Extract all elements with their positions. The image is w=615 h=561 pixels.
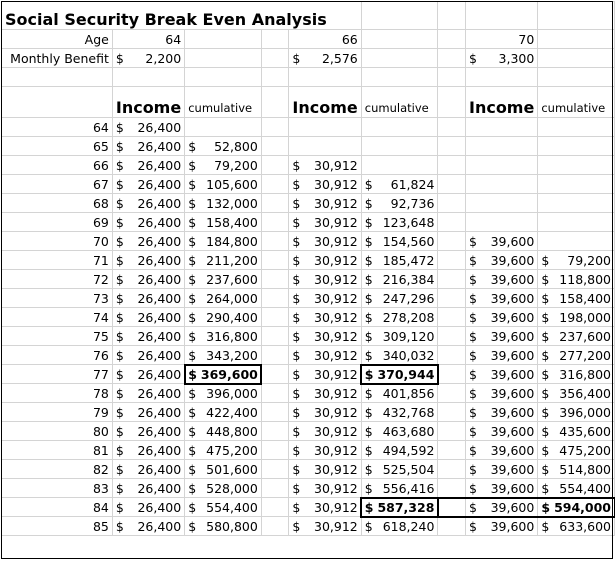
currency-symbol: $ bbox=[364, 253, 373, 268]
currency-symbol: $ bbox=[188, 424, 197, 439]
cell-value: 39,600 bbox=[490, 462, 535, 477]
cell-value: 26,400 bbox=[137, 158, 182, 173]
currency-symbol: $ bbox=[188, 253, 197, 268]
currency-symbol: $ bbox=[188, 348, 197, 363]
cell-value: 39,600 bbox=[490, 367, 535, 382]
currency-symbol: $ bbox=[115, 158, 124, 173]
income-header-a[interactable]: Income bbox=[112, 87, 184, 118]
currency-symbol: $ bbox=[115, 462, 124, 477]
cell-value: 30,912 bbox=[314, 348, 358, 363]
cell-value: 154,560 bbox=[382, 234, 435, 249]
cell-value: 30,912 bbox=[314, 158, 358, 173]
cell-value: 30,912 bbox=[314, 196, 358, 211]
cell-value: 26,400 bbox=[137, 424, 182, 439]
currency-symbol: $ bbox=[468, 443, 477, 458]
currency-symbol: $ bbox=[115, 272, 124, 287]
currency-symbol: $ bbox=[115, 443, 124, 458]
cell-value: 39,600 bbox=[490, 329, 535, 344]
cell-value: 463,680 bbox=[382, 424, 435, 439]
currency-symbol: $ bbox=[292, 234, 301, 249]
currency-symbol: $ bbox=[468, 234, 477, 249]
currency-symbol: $ bbox=[364, 424, 373, 439]
currency-symbol: $ bbox=[115, 234, 124, 249]
currency-symbol: $ bbox=[364, 291, 373, 306]
cell-value: 494,592 bbox=[382, 443, 435, 458]
cell-value: 26,400 bbox=[137, 519, 182, 534]
currency-symbol: $ bbox=[115, 215, 124, 230]
age-cell[interactable]: 71 bbox=[2, 251, 113, 270]
currency-symbol: $ bbox=[188, 158, 197, 173]
cell-value: 633,600 bbox=[559, 519, 611, 534]
cell-value: 30,912 bbox=[314, 386, 358, 401]
income-header-c[interactable]: Income bbox=[465, 87, 537, 118]
currency-symbol: $ bbox=[188, 329, 197, 344]
cell-value: 79,200 bbox=[567, 253, 611, 268]
currency-symbol: $ bbox=[468, 481, 477, 496]
currency-symbol: $ bbox=[115, 367, 124, 382]
cell-value: 435,600 bbox=[559, 424, 611, 439]
cell-value: 26,400 bbox=[137, 386, 182, 401]
currency-symbol: $ bbox=[541, 272, 550, 287]
age-cell[interactable]: 78 bbox=[2, 384, 113, 403]
cell-value: 237,600 bbox=[559, 329, 611, 344]
cell-value: 92,736 bbox=[390, 196, 435, 211]
cell-value: 39,600 bbox=[490, 386, 535, 401]
cell-value: 184,800 bbox=[206, 234, 258, 249]
cell-value: 39,600 bbox=[490, 310, 535, 325]
currency-symbol: $ bbox=[292, 481, 301, 496]
currency-symbol: $ bbox=[541, 329, 550, 344]
currency-symbol: $ bbox=[115, 500, 124, 515]
age-cell[interactable]: 80 bbox=[2, 422, 113, 441]
cell-value: 26,400 bbox=[137, 500, 182, 515]
currency-symbol: $ bbox=[292, 253, 301, 268]
currency-symbol: $ bbox=[541, 405, 550, 420]
currency-symbol: $ bbox=[292, 424, 301, 439]
cell-value: 79,200 bbox=[214, 158, 258, 173]
cell-value: 290,400 bbox=[206, 310, 258, 325]
income-header-b[interactable]: Income bbox=[289, 87, 361, 118]
cell-value: 39,600 bbox=[490, 424, 535, 439]
currency-symbol: $ bbox=[115, 481, 124, 496]
cell-value: 343,200 bbox=[206, 348, 258, 363]
cell-value: 594,000 bbox=[554, 500, 611, 515]
age-cell[interactable]: 84 bbox=[2, 498, 113, 517]
cell-value: 587,328 bbox=[377, 500, 435, 515]
cell-value: 278,208 bbox=[382, 310, 435, 325]
age-cell[interactable]: 66 bbox=[2, 156, 113, 175]
cell-value: 158,400 bbox=[559, 291, 611, 306]
cell-value: 216,384 bbox=[382, 272, 435, 287]
currency-symbol: $ bbox=[115, 405, 124, 420]
cell-value: 30,912 bbox=[314, 443, 358, 458]
age-cell[interactable]: 83 bbox=[2, 479, 113, 498]
currency-symbol: $ bbox=[468, 367, 477, 382]
cell-value: 30,912 bbox=[314, 310, 358, 325]
currency-symbol: $ bbox=[292, 51, 301, 66]
cell-value: 264,000 bbox=[206, 291, 258, 306]
currency-symbol: $ bbox=[115, 139, 124, 154]
currency-symbol: $ bbox=[541, 291, 550, 306]
cell-value: 396,000 bbox=[559, 405, 611, 420]
currency-symbol: $ bbox=[115, 348, 124, 363]
currency-symbol: $ bbox=[292, 443, 301, 458]
cell-value: 401,856 bbox=[382, 386, 435, 401]
cell-value: 39,600 bbox=[490, 253, 535, 268]
currency-symbol: $ bbox=[292, 519, 301, 534]
cumulative-header-a[interactable]: cumulative bbox=[185, 87, 262, 118]
age-cell[interactable]: 64 bbox=[2, 118, 113, 137]
cell-value: 198,000 bbox=[559, 310, 611, 325]
cell-value: 422,400 bbox=[206, 405, 258, 420]
currency-symbol: $ bbox=[292, 405, 301, 420]
currency-symbol: $ bbox=[292, 462, 301, 477]
age-cell[interactable]: 74 bbox=[2, 308, 113, 327]
currency-symbol: $ bbox=[292, 348, 301, 363]
monthly-benefit-label[interactable]: Monthly Benefit bbox=[2, 49, 113, 68]
cell-value: 52,800 bbox=[214, 139, 258, 154]
cell-value: 247,296 bbox=[382, 291, 435, 306]
age-cell[interactable]: 76 bbox=[2, 346, 113, 365]
cell-value: 39,600 bbox=[490, 291, 535, 306]
cell-value: 39,600 bbox=[490, 348, 535, 363]
cell-value: 123,648 bbox=[382, 215, 435, 230]
currency-symbol: $ bbox=[115, 310, 124, 325]
cell-value: 105,600 bbox=[206, 177, 258, 192]
cell-value: 580,800 bbox=[206, 519, 258, 534]
age-cell[interactable]: 73 bbox=[2, 289, 113, 308]
cell-value: 370,944 bbox=[377, 367, 435, 382]
currency-symbol: $ bbox=[115, 291, 124, 306]
cell-value: 30,912 bbox=[314, 405, 358, 420]
currency-symbol: $ bbox=[468, 519, 477, 534]
currency-symbol: $ bbox=[541, 443, 550, 458]
age-cell[interactable]: 70 bbox=[2, 232, 113, 251]
currency-symbol: $ bbox=[292, 291, 301, 306]
cell-value: 30,912 bbox=[314, 272, 358, 287]
currency-symbol: $ bbox=[188, 139, 197, 154]
currency-symbol: $ bbox=[364, 215, 373, 230]
currency-symbol: $ bbox=[364, 234, 373, 249]
cell-value: 556,416 bbox=[382, 481, 435, 496]
cell-value: 528,000 bbox=[206, 481, 258, 496]
cell-value: 30,912 bbox=[314, 253, 358, 268]
age-cell[interactable]: 77 bbox=[2, 365, 113, 384]
cell-value: 26,400 bbox=[137, 329, 182, 344]
age-cell[interactable]: 79 bbox=[2, 403, 113, 422]
cell-value: 39,600 bbox=[490, 443, 535, 458]
currency-symbol: $ bbox=[188, 177, 197, 192]
currency-symbol: $ bbox=[115, 51, 124, 66]
currency-symbol: $ bbox=[188, 481, 197, 496]
cell-value: 448,800 bbox=[206, 424, 258, 439]
monthly-benefit-a[interactable]: $ 2,200 bbox=[112, 49, 184, 68]
scenario-age-a[interactable]: 64 bbox=[112, 30, 184, 49]
currency-symbol: $ bbox=[364, 329, 373, 344]
currency-symbol: $ bbox=[188, 519, 197, 534]
currency-symbol: $ bbox=[468, 500, 477, 515]
cell-value: 475,200 bbox=[559, 443, 611, 458]
currency-symbol: $ bbox=[292, 310, 301, 325]
cumulative-header-b[interactable]: cumulative bbox=[361, 87, 438, 118]
cell-value: 39,600 bbox=[490, 519, 535, 534]
currency-symbol: $ bbox=[364, 519, 373, 534]
age-cell[interactable]: 69 bbox=[2, 213, 113, 232]
currency-symbol: $ bbox=[188, 272, 197, 287]
cell-value: 525,504 bbox=[382, 462, 435, 477]
currency-symbol: $ bbox=[292, 215, 301, 230]
currency-symbol: $ bbox=[292, 177, 301, 192]
cell-value: 30,912 bbox=[314, 329, 358, 344]
cell-value: 432,768 bbox=[382, 405, 435, 420]
cell-value: 39,600 bbox=[490, 405, 535, 420]
currency-symbol: $ bbox=[292, 272, 301, 287]
currency-symbol: $ bbox=[115, 196, 124, 211]
cell-value: 316,800 bbox=[206, 329, 258, 344]
cell-value: 30,912 bbox=[314, 291, 358, 306]
age-cell[interactable]: 85 bbox=[2, 517, 113, 536]
cell-value: 369,600 bbox=[200, 367, 258, 382]
currency-symbol: $ bbox=[188, 367, 197, 382]
cell-value: 39,600 bbox=[490, 500, 535, 515]
cell-value: 554,400 bbox=[206, 500, 258, 515]
currency-symbol: $ bbox=[468, 462, 477, 477]
currency-symbol: $ bbox=[541, 386, 550, 401]
monthly-benefit-b[interactable]: $ 2,576 bbox=[289, 49, 361, 68]
cell-value: 26,400 bbox=[137, 405, 182, 420]
currency-symbol: $ bbox=[468, 386, 477, 401]
currency-symbol: $ bbox=[188, 234, 197, 249]
currency-symbol: $ bbox=[541, 519, 550, 534]
sheet-frame bbox=[1, 1, 613, 559]
cell-value: 158,400 bbox=[206, 215, 258, 230]
age-cell[interactable]: 82 bbox=[2, 460, 113, 479]
currency-symbol: $ bbox=[541, 253, 550, 268]
age-cell[interactable]: 68 bbox=[2, 194, 113, 213]
currency-symbol: $ bbox=[468, 348, 477, 363]
currency-symbol: $ bbox=[468, 329, 477, 344]
currency-symbol: $ bbox=[292, 367, 301, 382]
cell-value: 26,400 bbox=[137, 253, 182, 268]
cell-value: 30,912 bbox=[314, 519, 358, 534]
currency-symbol: $ bbox=[292, 158, 301, 173]
cell-value: 132,000 bbox=[206, 196, 258, 211]
currency-symbol: $ bbox=[468, 310, 477, 325]
cell-value: 185,472 bbox=[382, 253, 435, 268]
currency-symbol: $ bbox=[541, 481, 550, 496]
cell-value: 30,912 bbox=[314, 424, 358, 439]
cell-value: 118,800 bbox=[559, 272, 611, 287]
currency-symbol: $ bbox=[364, 272, 373, 287]
scenario-age-c[interactable]: 70 bbox=[465, 30, 537, 49]
currency-symbol: $ bbox=[188, 291, 197, 306]
currency-symbol: $ bbox=[364, 462, 373, 477]
currency-symbol: $ bbox=[115, 253, 124, 268]
currency-symbol: $ bbox=[468, 253, 477, 268]
currency-symbol: $ bbox=[188, 386, 197, 401]
age-cell[interactable]: 72 bbox=[2, 270, 113, 289]
cell-value: 501,600 bbox=[206, 462, 258, 477]
cell-value: 26,400 bbox=[137, 367, 182, 382]
cell-value: 356,400 bbox=[559, 386, 611, 401]
currency-symbol: $ bbox=[541, 424, 550, 439]
cell-value: 61,824 bbox=[390, 177, 435, 192]
cell-value: 475,200 bbox=[206, 443, 258, 458]
currency-symbol: $ bbox=[364, 500, 374, 515]
currency-symbol: $ bbox=[115, 329, 124, 344]
cell-value: 30,912 bbox=[314, 215, 358, 230]
cell-value: 26,400 bbox=[137, 481, 182, 496]
currency-symbol: $ bbox=[292, 386, 301, 401]
cumulative-header-c[interactable]: cumulative bbox=[538, 87, 615, 118]
currency-symbol: $ bbox=[364, 443, 373, 458]
cell-value: 26,400 bbox=[137, 310, 182, 325]
sheet-title[interactable]: Social Security Break Even Analysis bbox=[2, 2, 362, 30]
cell-value: 39,600 bbox=[490, 234, 535, 249]
cell-value: 396,000 bbox=[206, 386, 258, 401]
currency-symbol: $ bbox=[364, 405, 373, 420]
cell-value: 30,912 bbox=[314, 234, 358, 249]
cell-value: 618,240 bbox=[382, 519, 435, 534]
cell-value: 26,400 bbox=[137, 462, 182, 477]
currency-symbol: $ bbox=[468, 291, 477, 306]
currency-symbol: $ bbox=[188, 462, 197, 477]
currency-symbol: $ bbox=[364, 481, 373, 496]
currency-symbol: $ bbox=[292, 196, 301, 211]
currency-symbol: $ bbox=[364, 386, 373, 401]
currency-symbol: $ bbox=[468, 405, 477, 420]
currency-symbol: $ bbox=[541, 500, 551, 515]
currency-symbol: $ bbox=[115, 120, 124, 135]
currency-symbol: $ bbox=[541, 310, 550, 325]
age-cell[interactable]: 75 bbox=[2, 327, 113, 346]
currency-symbol: $ bbox=[188, 405, 197, 420]
currency-symbol: $ bbox=[188, 443, 197, 458]
monthly-benefit-c[interactable]: $ 3,300 bbox=[465, 49, 537, 68]
currency-symbol: $ bbox=[188, 310, 197, 325]
currency-symbol: $ bbox=[115, 177, 124, 192]
currency-symbol: $ bbox=[541, 367, 550, 382]
cell-value: 26,400 bbox=[137, 120, 182, 135]
currency-symbol: $ bbox=[468, 51, 477, 66]
cell-value: 340,032 bbox=[382, 348, 435, 363]
currency-symbol: $ bbox=[115, 386, 124, 401]
cell-value: 554,400 bbox=[559, 481, 611, 496]
cell-value: 26,400 bbox=[137, 291, 182, 306]
currency-symbol: $ bbox=[292, 329, 301, 344]
currency-symbol: $ bbox=[292, 500, 301, 515]
cell-value: 237,600 bbox=[206, 272, 258, 287]
cell-value: 211,200 bbox=[206, 253, 258, 268]
cell-value: 30,912 bbox=[314, 367, 358, 382]
scenario-age-b[interactable]: 66 bbox=[289, 30, 361, 49]
currency-symbol: $ bbox=[364, 367, 374, 382]
cell-value: 316,800 bbox=[559, 367, 611, 382]
cell-value: 39,600 bbox=[490, 272, 535, 287]
cell-value: 26,400 bbox=[137, 443, 182, 458]
cell-value: 26,400 bbox=[137, 272, 182, 287]
cell-value: 26,400 bbox=[137, 215, 182, 230]
cell-value: 30,912 bbox=[314, 177, 358, 192]
currency-symbol: $ bbox=[541, 348, 550, 363]
currency-symbol: $ bbox=[188, 215, 197, 230]
cell-value: 39,600 bbox=[490, 481, 535, 496]
cell-value: 26,400 bbox=[137, 196, 182, 211]
cell-value: 26,400 bbox=[137, 139, 182, 154]
cell-value: 26,400 bbox=[137, 177, 182, 192]
age-cell[interactable]: 67 bbox=[2, 175, 113, 194]
cell-value: 26,400 bbox=[137, 234, 182, 249]
currency-symbol: $ bbox=[188, 196, 197, 211]
cell-value: 30,912 bbox=[314, 500, 358, 515]
currency-symbol: $ bbox=[364, 196, 373, 211]
currency-symbol: $ bbox=[541, 462, 550, 477]
currency-symbol: $ bbox=[468, 272, 477, 287]
cell-value: 30,912 bbox=[314, 462, 358, 477]
currency-symbol: $ bbox=[364, 310, 373, 325]
currency-symbol: $ bbox=[115, 424, 124, 439]
age-label[interactable]: Age bbox=[2, 30, 113, 49]
currency-symbol: $ bbox=[364, 177, 373, 192]
cell-value: 30,912 bbox=[314, 481, 358, 496]
cell-value: 309,120 bbox=[382, 329, 435, 344]
cell-value: 26,400 bbox=[137, 348, 182, 363]
currency-symbol: $ bbox=[188, 500, 197, 515]
currency-symbol: $ bbox=[364, 348, 373, 363]
age-cell[interactable]: 81 bbox=[2, 441, 113, 460]
cell-value: 277,200 bbox=[559, 348, 611, 363]
currency-symbol: $ bbox=[115, 519, 124, 534]
currency-symbol: $ bbox=[468, 424, 477, 439]
age-cell[interactable]: 65 bbox=[2, 137, 113, 156]
cell-value: 514,800 bbox=[559, 462, 611, 477]
